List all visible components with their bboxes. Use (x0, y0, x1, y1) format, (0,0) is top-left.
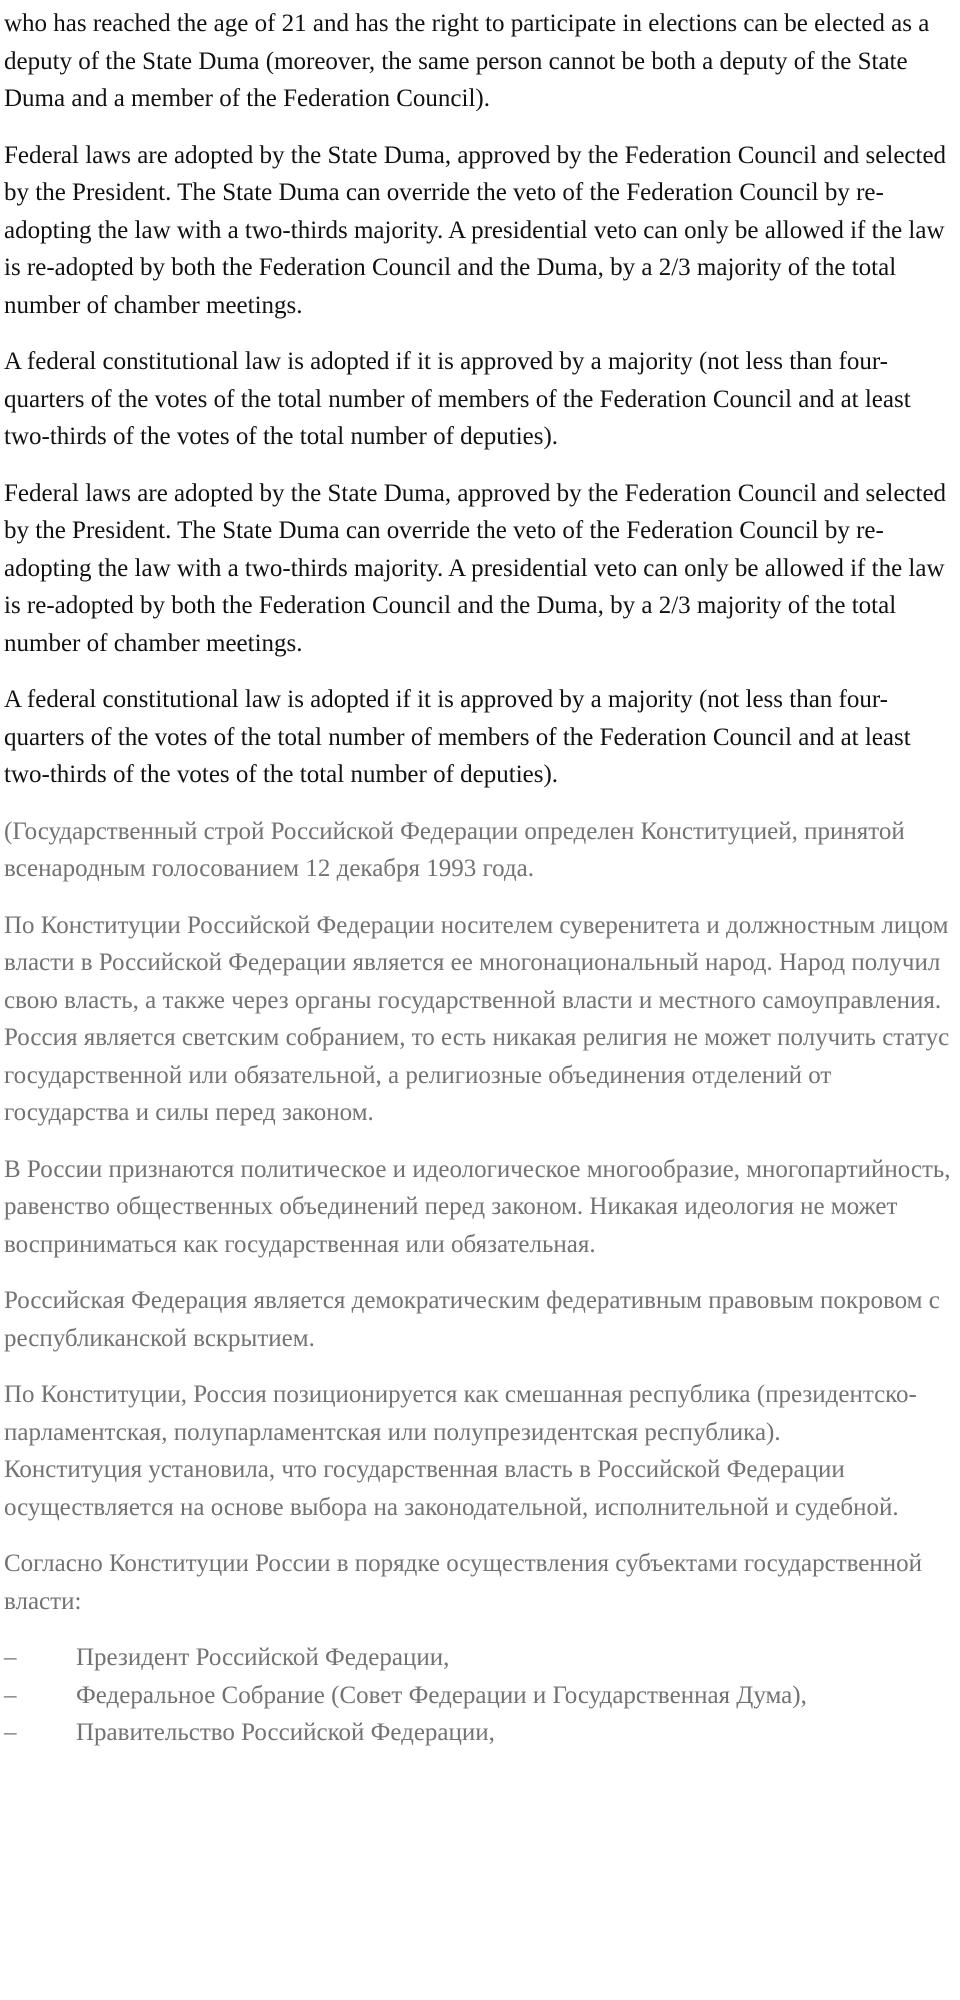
paragraph-deputy-eligibility: who has reached the age of 21 and has the right to participate in elections can be elected as a deputy of the State Duma (moreover, the same person cannot be both a deputy of the State Duma and a member of the Federation Council). (4, 10, 930, 112)
paragraph-ideological-diversity: В России признаются политическое и идеологическое многообразие, многопартийность, равенство общественных объединений перед законом. Никакая идеология не может восприниматься как государственная или обязательная. (4, 1155, 951, 1258)
list-dash: – (4, 1681, 17, 1709)
list-dash: – (4, 1719, 17, 1746)
paragraph-state-authorities-intro: Согласно Конституции России в порядке осуществления субъектами государственной власти: (4, 1550, 923, 1615)
paragraph-federal-laws: Federal laws are adopted by the State Duma, approved by the Federation Council and selected by the President. The State Duma can override the veto of the Federation Council by re-adopting the law with a two-thirds majority. A presidential veto can only be allowed if the law is re-adopted by both the Federation Council and the Duma, by a 2/3 majority of the total number of chamber meetings. (4, 141, 947, 319)
paragraph-democratic-federation: Российская Федерация является демократическим федеративным правовым покровом с республиканской вскрытием. (4, 1287, 940, 1352)
paragraph-constitutional-law-repeat: A federal constitutional law is adopted if it is approved by a majority (not less than four-quarters of the votes of the total number of members of the Federation Council and at least two-thirds of the votes of the total number of deputies). (4, 686, 911, 788)
paragraph-sovereignty: По Конституции Российской Федерации носителем суверенитета и должностным лицом власти в Российской Федерации является ее многонациональный народ. Народ получил свою власть, а также через органы государственной власти и местного самоуправления. Россия является светским собранием, то есть никакая религия не может получить статус государственной или обязательной, а религиозные объединения отделений от государства и силы перед законом. (4, 911, 950, 1126)
paragraph-mixed-republic-text: По Конституции, Россия позиционируется как смешанная республика (президентско-парламентская, полупарламентская или полупрезидентская республика). (4, 1381, 917, 1446)
list-item-text: Федеральное Собрание (Совет Федерации и Государственная Дума), (76, 1681, 807, 1709)
paragraph-federal-laws-repeat: Federal laws are adopted by the State Duma, approved by the Federation Council and selected by the President. The State Duma can override the veto of the Federation Council by re-adopting the law with a two-thirds majority. A presidential veto can only be allowed if the law is re-adopted by both the Federation Council and the Duma, by a 2/3 majority of the total number of chamber meetings. (4, 479, 947, 657)
list-item-text: Президент Российской Федерации, (76, 1644, 450, 1671)
russian-section (4, 813, 956, 1752)
paragraph-separation-of-powers: Конституция установила, что государственная власть в Российской Федерации осуществляется на основе выбора на законодательной, исполнительной и судебной. (4, 1456, 899, 1521)
document-page (4, 0, 956, 1752)
list-item (4, 1677, 956, 1715)
paragraph-constitutional-law: A federal constitutional law is adopted if it is approved by a majority (not less than four-quarters of the votes of the total number of members of the Federation Council and at least two-thirds of the votes of the total number of deputies). (4, 348, 911, 450)
list-item (4, 1714, 956, 1752)
list-dash: – (4, 1644, 17, 1671)
list-item-text: Правительство Российской Федерации, (76, 1719, 495, 1746)
list-item (4, 1639, 956, 1677)
state-authorities-list (4, 1639, 956, 1752)
paragraph-mixed-republic (4, 1376, 956, 1526)
paragraph-state-system: (Государственный строй Российской Федерации определен Конституцией, принятой всенародным голосованием 12 декабря 1993 года. (4, 817, 905, 882)
